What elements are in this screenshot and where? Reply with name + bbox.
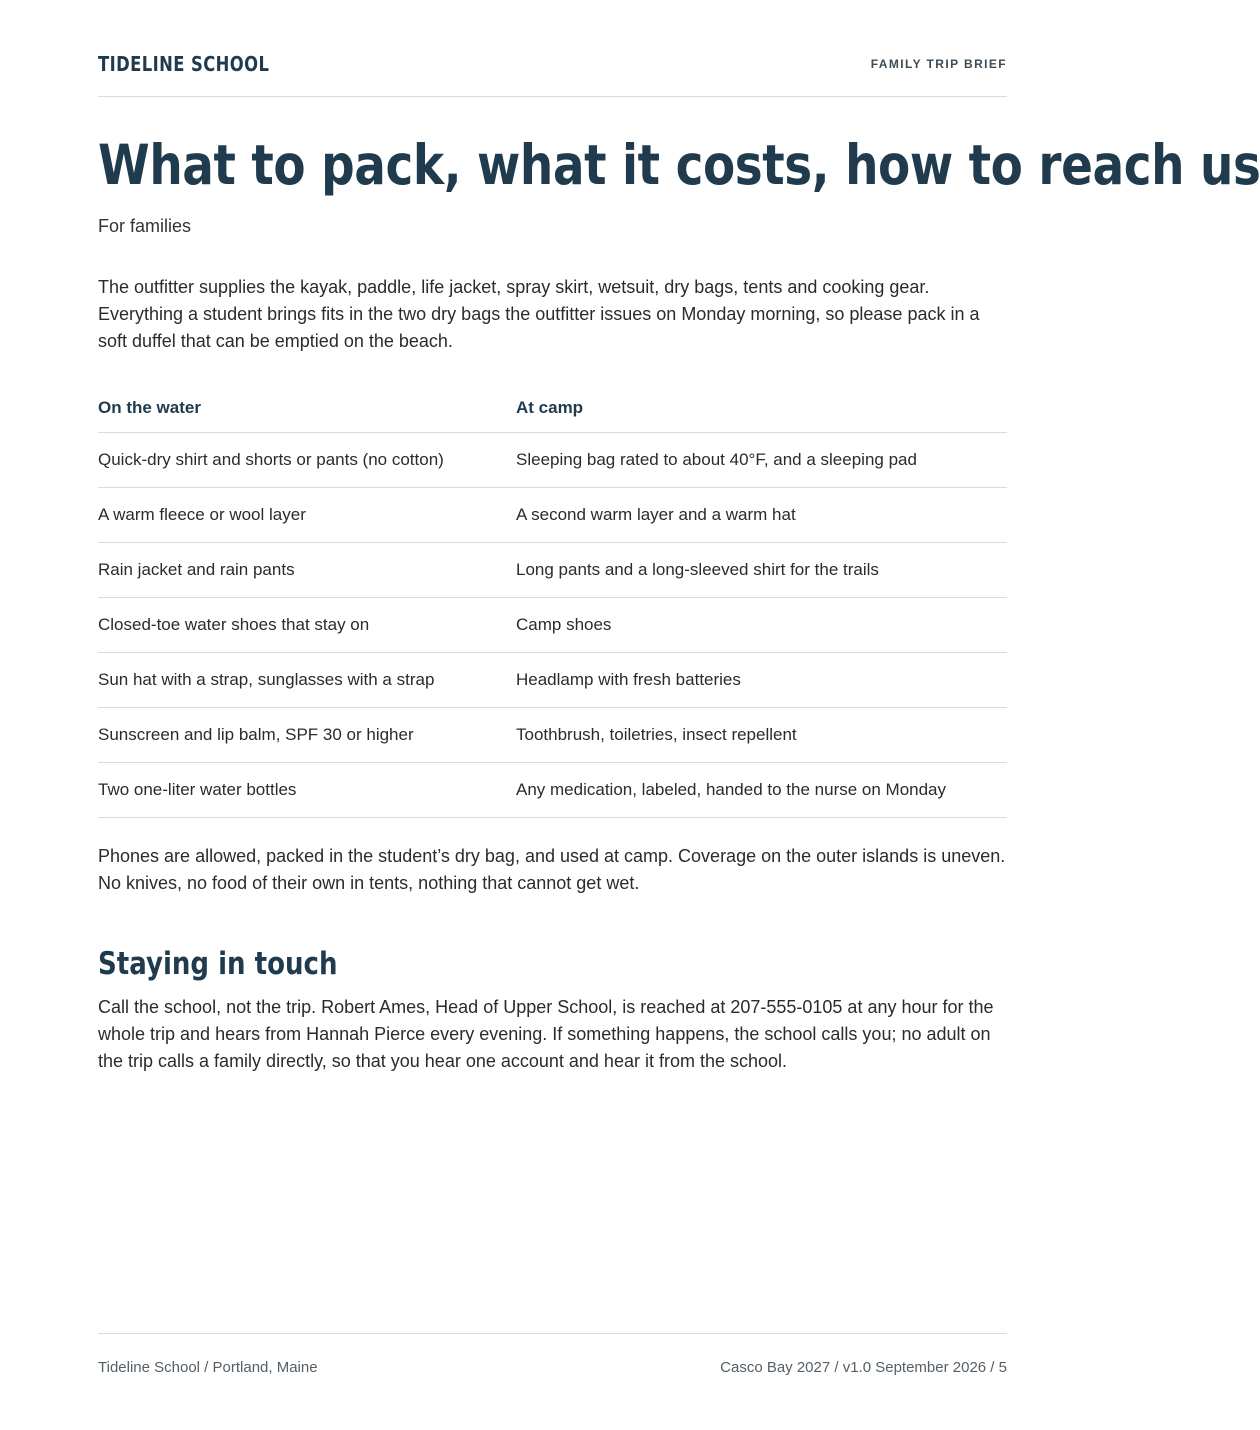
footer-school-location: Tideline School / Portland, Maine xyxy=(98,1359,318,1376)
table-row xyxy=(98,653,1007,708)
packing-list-table xyxy=(98,383,1007,818)
table-row xyxy=(98,708,1007,763)
camp-item: Sleeping bag rated to about 40°F, and a sleeping pad xyxy=(516,433,1007,488)
water-item: Two one-liter water bottles xyxy=(98,763,516,818)
column-header-on-the-water: On the water xyxy=(98,383,516,433)
water-item: Sunscreen and lip balm, SPF 30 or higher xyxy=(98,708,516,763)
table-row xyxy=(98,433,1007,488)
camp-item: Toothbrush, toiletries, insect repellent xyxy=(516,708,1007,763)
page-title: What to pack, what it costs, how to reach us xyxy=(98,133,1260,197)
camp-item: Camp shoes xyxy=(516,598,1007,653)
table-row xyxy=(98,488,1007,543)
table-row xyxy=(98,543,1007,598)
footer-version-page: Casco Bay 2027 / v1.0 September 2026 / 5 xyxy=(720,1359,1007,1376)
water-item: Closed-toe water shoes that stay on xyxy=(98,598,516,653)
intro-paragraph: The outfitter supplies the kayak, paddle, life jacket, spray skirt, wetsuit, dry bags, tents and cooking gear. Everything a student brings fits in the two dry bags the outfitter issues on Monday morning, so please pack in a soft duffel that can be emptied on the beach. xyxy=(98,277,980,351)
camp-item: Headlamp with fresh batteries xyxy=(516,653,1007,708)
column-header-at-camp: At camp xyxy=(516,383,1007,433)
audience-subtitle: For families xyxy=(98,216,192,236)
water-item: Rain jacket and rain pants xyxy=(98,543,516,598)
rules-note-paragraph: Phones are allowed, packed in the student’s dry bag, and used at camp. Coverage on the outer islands is uneven. No knives, no food of their own in tents, nothing that cannot get wet. xyxy=(98,846,1006,893)
camp-item: Long pants and a long-sleeved shirt for the trails xyxy=(516,543,1007,598)
table-row xyxy=(98,598,1007,653)
camp-item: Any medication, labeled, handed to the nurse on Monday xyxy=(516,763,1007,818)
school-brand: TIDELINE SCHOOL xyxy=(98,52,270,76)
page-header xyxy=(98,50,1007,97)
table-header-row xyxy=(98,383,1007,433)
table-row xyxy=(98,763,1007,818)
document-type-label: FAMILY TRIP BRIEF xyxy=(870,57,1007,71)
contact-paragraph: Call the school, not the trip. Robert Ames, Head of Upper School, is reached at 207-555-0105 at any hour for the whole trip and hears from Hannah Pierce every evening. If something happens, the school calls you; no adult on the trip calls a family directly, so that you hear one account and hear it from the school. xyxy=(98,997,994,1071)
water-item: A warm fleece or wool layer xyxy=(98,488,516,543)
page-footer xyxy=(98,1333,1007,1384)
water-item: Sun hat with a strap, sunglasses with a strap xyxy=(98,653,516,708)
document-page xyxy=(98,0,1260,1430)
camp-item: A second warm layer and a warm hat xyxy=(516,488,1007,543)
section-heading-staying-in-touch: Staying in touch xyxy=(98,946,338,982)
water-item: Quick-dry shirt and shorts or pants (no cotton) xyxy=(98,433,516,488)
